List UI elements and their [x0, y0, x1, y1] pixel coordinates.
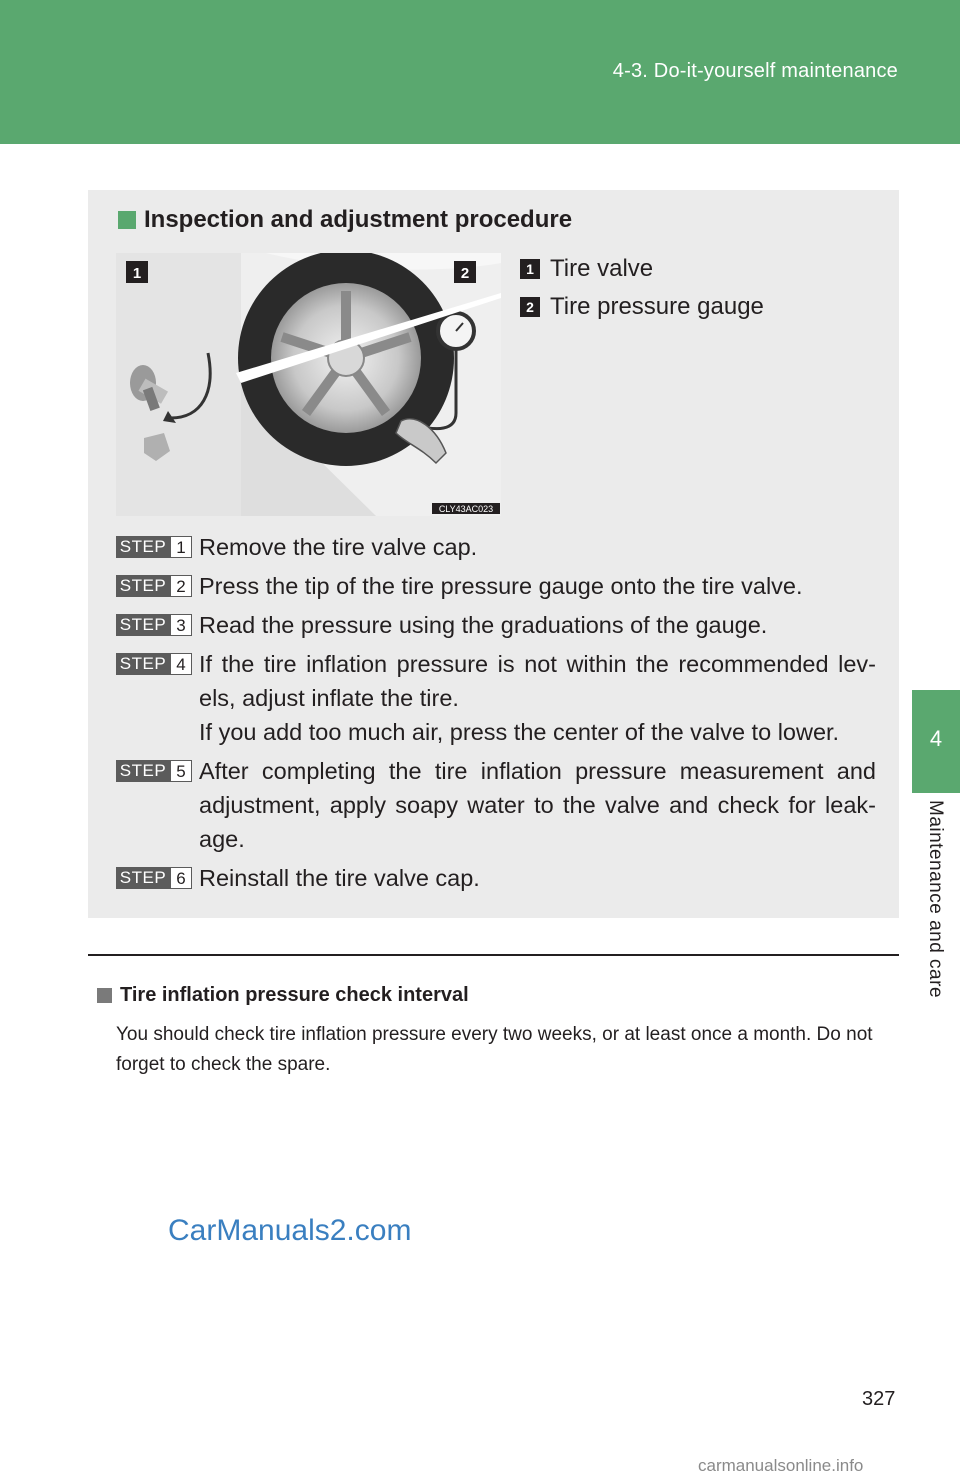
step-text: Remove the tire valve cap.: [199, 534, 478, 560]
tire-illustration: [116, 253, 501, 516]
step-5: [116, 754, 876, 856]
step-3: [116, 608, 876, 642]
page-number: 327: [862, 1388, 896, 1410]
section-divider: [88, 954, 899, 956]
step-list: [116, 530, 876, 900]
step-badge: STEP 5: [116, 760, 192, 782]
callout-list: [520, 250, 764, 326]
watermark: CarManuals2.com: [168, 1214, 412, 1247]
callout-text: Tire pressure gauge: [550, 293, 764, 320]
chapter-tab: [912, 690, 960, 793]
callout-badge: 1: [520, 259, 540, 279]
step-badge: STEP 4: [116, 653, 192, 675]
step-text: Reinstall the tire valve cap.: [199, 865, 480, 891]
section-title: 4-3. Do-it-yourself maintenance: [612, 60, 898, 82]
figure-badge-2: 2: [460, 265, 470, 282]
step-1: [116, 530, 876, 564]
note-heading-text: Tire inflation pressure check interval: [120, 984, 469, 1006]
note-heading: [97, 984, 469, 1007]
callout-badge: 2: [520, 297, 540, 317]
step-badge: STEP 6: [116, 867, 192, 889]
step-badge: STEP 3: [116, 614, 192, 636]
tire-illustration-svg: [116, 253, 501, 516]
step-text: Press the tip of the tire pressure gauge onto the tire valve.: [199, 573, 803, 599]
step-badge: STEP 1: [116, 536, 192, 558]
footer-url: carmanualsonline.info: [698, 1456, 864, 1475]
step-2: [116, 569, 876, 603]
step-4: [116, 647, 876, 749]
figure-badge-1: 1: [132, 265, 142, 282]
step-badge: STEP 2: [116, 575, 192, 597]
procedure-heading: [118, 206, 572, 234]
note-square-icon: [97, 988, 112, 1003]
callout-text: Tire valve: [550, 255, 654, 282]
step-text: Read the pressure using the graduations of the gauge.: [199, 612, 768, 638]
note-body: You should check tire inflation pressure every two weeks, or at least once a month. Do not forget to check the spare.: [116, 1024, 873, 1075]
procedure-panel: [88, 190, 899, 918]
callout-pressure-gauge: [520, 288, 764, 326]
step-text: After completing the tire inflation pressure measurement and adjustment, apply soapy water to the valve and check for leak-age.: [199, 758, 876, 852]
figure-code: CLY43AC023: [438, 504, 494, 514]
step-text: If the tire inflation pressure is not within the recommended lev-els, adjust inflate the tire.: [199, 651, 876, 711]
chapter-label-container: [918, 800, 948, 1030]
step-text-extra: If you add too much air, press the center of the valve to lower.: [199, 719, 840, 745]
header-band: [0, 0, 960, 144]
step-6: [116, 861, 876, 895]
chapter-label: Maintenance and care: [925, 800, 946, 999]
callout-tire-valve: [520, 250, 764, 288]
procedure-heading-text: Inspection and adjustment procedure: [144, 206, 573, 233]
chapter-number: 4: [929, 726, 943, 751]
heading-square-icon: [118, 211, 136, 229]
